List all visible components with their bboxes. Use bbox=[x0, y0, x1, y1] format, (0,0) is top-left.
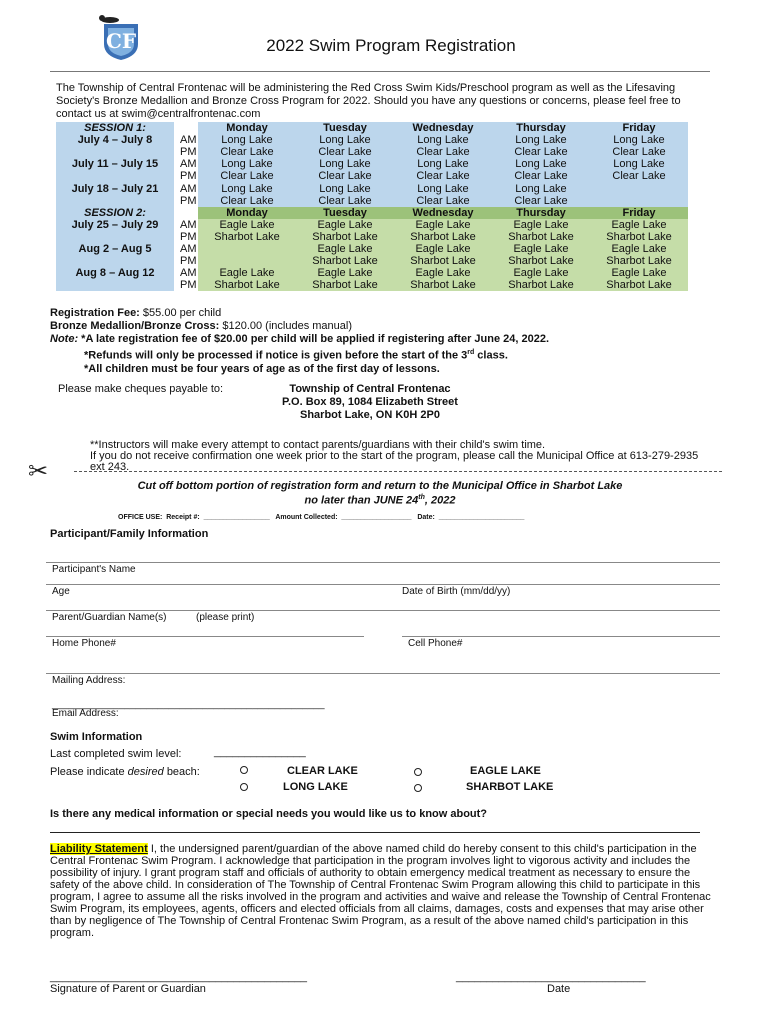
intro-text: The Township of Central Frontenac will be administering the Red Cross Swim Kids/Preschool program as well as the Lifesaving Society's Bronze Medallion and Bronze Cross Program for 2022. Should you have any questions or concerns, please feel free to contact us at swim@centralfrontenac.com bbox=[56, 82, 681, 120]
schedule-row bbox=[56, 182, 688, 194]
title-divider bbox=[50, 71, 710, 72]
lake-cell: Long Lake bbox=[198, 182, 296, 194]
beach-prompt: Please indicate desired beach: bbox=[50, 766, 200, 778]
late-fee-note: *A late registration fee of $20.00 per child will be applied if registering after June 24, 2022. bbox=[81, 333, 550, 345]
lake-cell bbox=[198, 255, 296, 267]
lake-cell: Clear Lake bbox=[394, 170, 492, 182]
guardian-field-line[interactable] bbox=[46, 610, 720, 611]
sharbot-lake-radio[interactable] bbox=[414, 784, 422, 792]
lake-cell: Sharbot Lake bbox=[394, 231, 492, 243]
lake-cell: Long Lake bbox=[394, 158, 492, 170]
lake-cell: Eagle Lake bbox=[590, 267, 688, 279]
schedule-row bbox=[56, 231, 688, 243]
lake-cell: Long Lake bbox=[590, 158, 688, 170]
lake-cell: Eagle Lake bbox=[492, 219, 590, 231]
session-dates bbox=[56, 279, 174, 291]
time-of-day: AM bbox=[180, 242, 197, 255]
session-dates: Aug 8 – Aug 12 bbox=[56, 267, 174, 279]
sharbot-lake-label: SHARBOT LAKE bbox=[466, 781, 554, 793]
lake-cell: Clear Lake bbox=[198, 146, 296, 158]
lake-cell: Eagle Lake bbox=[394, 219, 492, 231]
age-dob-field-line[interactable] bbox=[46, 584, 720, 585]
lake-cell: Eagle Lake bbox=[590, 243, 688, 255]
time-of-day: PM bbox=[180, 194, 197, 207]
time-of-day: PM bbox=[180, 255, 197, 268]
lake-cell: Clear Lake bbox=[394, 195, 492, 207]
mailing-field-line[interactable] bbox=[46, 673, 720, 674]
lake-cell: Long Lake bbox=[492, 158, 590, 170]
day-header: Monday bbox=[198, 122, 296, 134]
liability-label: Liability Statement bbox=[50, 843, 148, 855]
cheque-label: Please make cheques payable to: bbox=[58, 383, 224, 395]
lake-cell: Sharbot Lake bbox=[590, 231, 688, 243]
home-phone-label: Home Phone# bbox=[52, 638, 116, 649]
cutoff-instruction: Cut off bottom portion of registration form and return to the Municipal Office in Sharbot Lake no later than JUNE 24th, 2022 bbox=[137, 480, 623, 507]
lake-cell: Eagle Lake bbox=[198, 267, 296, 279]
lake-cell: Clear Lake bbox=[296, 195, 394, 207]
guardian-label: Parent/Guardian Name(s) bbox=[52, 612, 167, 623]
session-label: SESSION 1: bbox=[56, 122, 174, 134]
session-dates: July 25 – July 29 bbox=[56, 219, 174, 231]
clear-lake-radio[interactable] bbox=[240, 766, 248, 774]
reg-fee-label: Registration Fee: bbox=[50, 307, 140, 319]
lake-cell: Eagle Lake bbox=[492, 267, 590, 279]
day-header: Wednesday bbox=[394, 122, 492, 134]
signature-label: Signature of Parent or Guardian bbox=[50, 983, 206, 995]
email-label: Email Address: bbox=[52, 708, 119, 719]
eagle-lake-radio[interactable] bbox=[414, 768, 422, 776]
lake-cell: Eagle Lake bbox=[590, 219, 688, 231]
swim-heading: Swim Information bbox=[50, 731, 143, 743]
fees-section bbox=[50, 307, 549, 376]
schedule-row bbox=[56, 158, 688, 170]
session-dates bbox=[56, 195, 174, 207]
dob-label: Date of Birth (mm/dd/yy) bbox=[402, 586, 511, 597]
schedule-row bbox=[56, 219, 688, 231]
date-label: Date bbox=[547, 983, 571, 995]
time-of-day: AM bbox=[180, 218, 197, 231]
session-dates: July 18 – July 21 bbox=[56, 182, 174, 194]
lake-cell bbox=[590, 182, 688, 194]
lake-cell: Clear Lake bbox=[590, 146, 688, 158]
lake-cell: Clear Lake bbox=[394, 146, 492, 158]
time-of-day: AM bbox=[180, 182, 197, 195]
home-phone-field-line[interactable] bbox=[46, 636, 364, 637]
medical-answer-line[interactable] bbox=[50, 832, 700, 833]
time-of-day: PM bbox=[180, 230, 197, 243]
lake-cell: Sharbot Lake bbox=[394, 255, 492, 267]
time-of-day: AM bbox=[180, 158, 197, 171]
day-header: Friday bbox=[590, 122, 688, 134]
lake-cell: Clear Lake bbox=[198, 170, 296, 182]
mailing-label: Mailing Address: bbox=[52, 675, 126, 686]
lake-cell: Long Lake bbox=[394, 134, 492, 146]
lake-cell: Clear Lake bbox=[296, 146, 394, 158]
reg-fee-value: $55.00 per child bbox=[142, 307, 222, 319]
swim-level-label: Last completed swim level: bbox=[50, 748, 182, 760]
lake-cell: Sharbot Lake bbox=[590, 279, 688, 291]
lake-cell: Sharbot Lake bbox=[492, 279, 590, 291]
lake-cell: Eagle Lake bbox=[492, 243, 590, 255]
eagle-lake-label: EAGLE LAKE bbox=[470, 765, 541, 777]
lake-cell: Long Lake bbox=[492, 182, 590, 194]
lake-cell: Eagle Lake bbox=[394, 267, 492, 279]
lake-cell: Eagle Lake bbox=[394, 243, 492, 255]
participant-heading: Participant/Family Information bbox=[50, 528, 209, 540]
bronze-fee-value: $120.00 (includes manual) bbox=[222, 320, 352, 332]
bronze-fee-label: Bronze Medallion/Bronze Cross: bbox=[50, 320, 220, 332]
page-title: 2022 Swim Program Registration bbox=[266, 36, 516, 55]
office-use-line: OFFICE USE: Receipt #: _________________ Amount Collected: __________________ Date: ______________________ bbox=[118, 514, 525, 521]
cut-line bbox=[74, 471, 722, 472]
long-lake-radio[interactable] bbox=[240, 783, 248, 791]
lake-cell: Sharbot Lake bbox=[296, 255, 394, 267]
cell-phone-field-line[interactable] bbox=[402, 636, 720, 637]
lake-cell: Long Lake bbox=[198, 158, 296, 170]
note-label: Note: bbox=[50, 333, 79, 345]
mailing-address-block: Township of Central Frontenac P.O. Box 89, 1084 Elizabeth Street Sharbot Lake, ON K0H 2P0 bbox=[282, 383, 458, 421]
lake-cell: Long Lake bbox=[492, 134, 590, 146]
lake-cell bbox=[198, 243, 296, 255]
cell-phone-label: Cell Phone# bbox=[408, 638, 463, 649]
lake-cell: Clear Lake bbox=[590, 170, 688, 182]
lake-cell: Long Lake bbox=[394, 182, 492, 194]
long-lake-label: LONG LAKE bbox=[283, 781, 348, 793]
age-note: *All children must be four years of age as of the first day of lessons. bbox=[84, 362, 440, 375]
time-of-day: PM bbox=[180, 170, 197, 183]
session-dates bbox=[56, 231, 174, 243]
day-header: Friday bbox=[590, 207, 688, 219]
day-header: Thursday bbox=[492, 122, 590, 134]
lake-cell: Sharbot Lake bbox=[394, 279, 492, 291]
swim-level-input[interactable]: _______________ bbox=[214, 746, 306, 758]
liability-statement: Liability Statement I, the undersigned parent/guardian of the above named child do hereby consent to this child's participation in the Central Frontenac Swim Program. I acknowledge that participation in the program involves light to vigorous activity and includes the possibility of injury. I grant program staff and officials of authority to obtain emergency medical treatment as necessary to ensure the safety of the above child. In consideration of The Township of Central Frontenac Swim Program allowing this child to participate in this program, I agree to assume all the risks involved in the program and activities and waive and release the Township of Central Frontenac Swim Program, its employees, agents, officers and elected officials from all claims, damages, costs and expenses that may arise other than by negligence of The Township of Central Frontenac Swim Program, as a result of the above named child's participation in this program. bbox=[50, 843, 711, 939]
schedule-row bbox=[56, 146, 688, 158]
instructor-note: **Instructors will make every attempt to contact parents/guardians with their child's swim time. If you do not receive confirmation one week prior to the start of the program, please call the Municipal Office at 613-279-2935 ext 243. bbox=[90, 439, 699, 473]
schedule-header-row bbox=[56, 122, 688, 134]
day-header: Wednesday bbox=[394, 207, 492, 219]
refund-note: *Refunds will only be processed if notice is given before the start of the 3rd class. bbox=[84, 349, 508, 362]
participant-name-label: Participant's Name bbox=[52, 564, 136, 575]
lake-cell: Sharbot Lake bbox=[492, 231, 590, 243]
medical-question: Is there any medical information or special needs you would like us to know about? bbox=[50, 808, 488, 820]
time-of-day: AM bbox=[180, 267, 197, 280]
lake-cell: Sharbot Lake bbox=[492, 255, 590, 267]
email-field-line[interactable]: _________________________________________________ bbox=[52, 699, 325, 710]
lake-cell: Long Lake bbox=[590, 134, 688, 146]
lake-cell: Eagle Lake bbox=[198, 219, 296, 231]
name-field-line[interactable] bbox=[46, 562, 720, 563]
day-header: Thursday bbox=[492, 207, 590, 219]
session-dates bbox=[56, 146, 174, 158]
lake-cell: Clear Lake bbox=[492, 195, 590, 207]
session-dates: Aug 2 – Aug 5 bbox=[56, 243, 174, 255]
lake-cell: Long Lake bbox=[198, 134, 296, 146]
date-line[interactable]: _______________________________ bbox=[456, 971, 646, 983]
schedule-row bbox=[56, 243, 688, 255]
print-label: (please print) bbox=[196, 612, 255, 623]
lake-cell: Eagle Lake bbox=[296, 243, 394, 255]
day-header: Monday bbox=[198, 207, 296, 219]
lake-cell bbox=[590, 195, 688, 207]
schedule-row bbox=[56, 195, 688, 207]
time-of-day: AM bbox=[180, 134, 197, 147]
age-label: Age bbox=[52, 586, 70, 597]
session-dates bbox=[56, 255, 174, 267]
lake-cell: Sharbot Lake bbox=[296, 231, 394, 243]
session-label: SESSION 2: bbox=[56, 207, 174, 219]
lake-cell: Sharbot Lake bbox=[198, 279, 296, 291]
session-dates bbox=[56, 170, 174, 182]
lake-cell: Long Lake bbox=[296, 158, 394, 170]
time-of-day: PM bbox=[180, 279, 197, 292]
scissors-icon: ✂ bbox=[28, 458, 49, 485]
session-dates: July 11 – July 15 bbox=[56, 158, 174, 170]
day-header: Tuesday bbox=[296, 207, 394, 219]
lake-cell: Clear Lake bbox=[492, 146, 590, 158]
schedule-row bbox=[56, 255, 688, 267]
lake-cell: Sharbot Lake bbox=[198, 231, 296, 243]
lake-cell: Long Lake bbox=[296, 182, 394, 194]
lake-cell: Long Lake bbox=[296, 134, 394, 146]
schedule-row bbox=[56, 134, 688, 146]
schedule-header-row bbox=[56, 207, 688, 219]
lake-cell: Clear Lake bbox=[198, 195, 296, 207]
lake-cell: Eagle Lake bbox=[296, 267, 394, 279]
schedule-table bbox=[56, 122, 688, 291]
time-of-day: PM bbox=[180, 146, 197, 159]
lake-cell: Eagle Lake bbox=[296, 219, 394, 231]
schedule-row bbox=[56, 279, 688, 291]
lake-cell: Clear Lake bbox=[492, 170, 590, 182]
lake-cell: Sharbot Lake bbox=[590, 255, 688, 267]
clear-lake-label: CLEAR LAKE bbox=[287, 765, 358, 777]
schedule-row bbox=[56, 170, 688, 182]
session-dates: July 4 – July 8 bbox=[56, 134, 174, 146]
signature-line[interactable]: __________________________________________ bbox=[50, 971, 307, 983]
lake-cell: Clear Lake bbox=[296, 170, 394, 182]
day-header: Tuesday bbox=[296, 122, 394, 134]
lake-cell: Sharbot Lake bbox=[296, 279, 394, 291]
svg-text:CF: CF bbox=[105, 29, 137, 53]
schedule-row bbox=[56, 267, 688, 279]
